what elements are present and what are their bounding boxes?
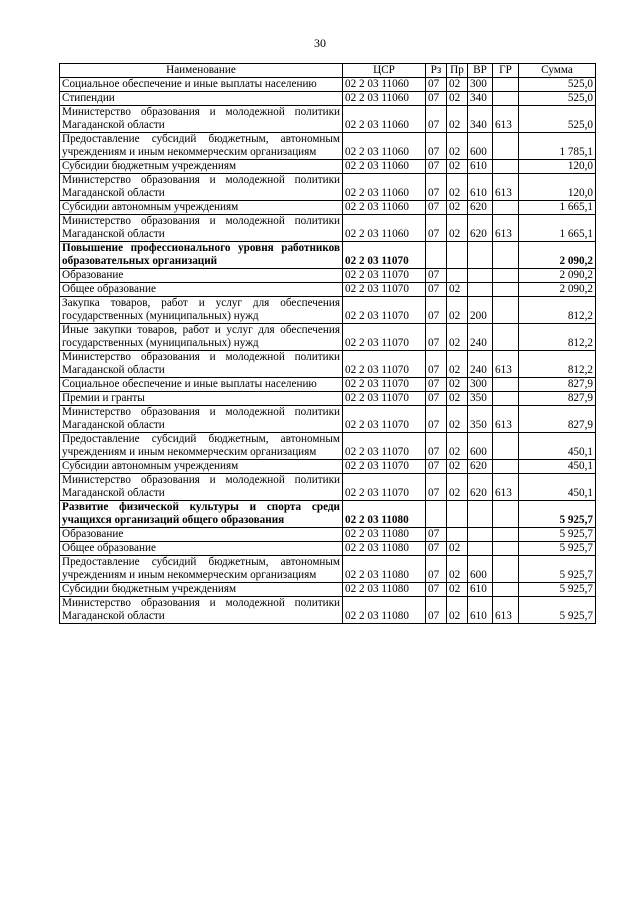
table-row bbox=[60, 378, 596, 392]
cell-sum: 5 925,7 bbox=[519, 556, 596, 583]
cell-name: Общее образование bbox=[60, 283, 343, 297]
cell-vr: 340 bbox=[468, 106, 493, 133]
cell-csr: 02 2 03 11070 bbox=[343, 378, 426, 392]
cell-name: Премии и гранты bbox=[60, 392, 343, 406]
cell-csr: 02 2 03 11060 bbox=[343, 92, 426, 106]
table-header-row bbox=[60, 64, 596, 78]
cell-sum: 450,1 bbox=[519, 474, 596, 501]
cell-vr bbox=[468, 283, 493, 297]
cell-name: Образование bbox=[60, 269, 343, 283]
cell-pr: 02 bbox=[447, 215, 468, 242]
header-name: Наименование bbox=[60, 64, 343, 78]
cell-vr: 600 bbox=[468, 133, 493, 160]
cell-csr: 02 2 03 11070 bbox=[343, 324, 426, 351]
cell-name: Иные закупки товаров, работ и услуг для обеспечения государственных (муниципальных) нужд bbox=[60, 324, 343, 351]
cell-sum: 5 925,7 bbox=[519, 583, 596, 597]
cell-vr: 620 bbox=[468, 460, 493, 474]
cell-pr bbox=[447, 242, 468, 269]
cell-rz: 07 bbox=[426, 378, 447, 392]
cell-pr: 02 bbox=[447, 133, 468, 160]
table-row bbox=[60, 92, 596, 106]
cell-pr: 02 bbox=[447, 106, 468, 133]
cell-name: Субсидии автономным учреждениям bbox=[60, 201, 343, 215]
table-row bbox=[60, 583, 596, 597]
cell-vr: 240 bbox=[468, 351, 493, 378]
table-row bbox=[60, 106, 596, 133]
cell-vr: 600 bbox=[468, 556, 493, 583]
table-row bbox=[60, 597, 596, 624]
cell-rz: 07 bbox=[426, 433, 447, 460]
budget-table bbox=[59, 63, 596, 624]
cell-rz: 07 bbox=[426, 92, 447, 106]
cell-gr: 613 bbox=[493, 106, 519, 133]
cell-gr bbox=[493, 283, 519, 297]
table-row bbox=[60, 201, 596, 215]
cell-rz: 07 bbox=[426, 597, 447, 624]
cell-name: Предоставление субсидий бюджетным, автономным учреждениям и иным некоммерческим организациям bbox=[60, 433, 343, 460]
cell-sum: 120,0 bbox=[519, 174, 596, 201]
cell-vr: 200 bbox=[468, 297, 493, 324]
cell-sum: 450,1 bbox=[519, 433, 596, 460]
cell-vr: 610 bbox=[468, 160, 493, 174]
cell-name: Повышение профессионального уровня работников образовательных организаций bbox=[60, 242, 343, 269]
cell-rz bbox=[426, 242, 447, 269]
cell-rz: 07 bbox=[426, 160, 447, 174]
header-rz: Рз bbox=[426, 64, 447, 78]
cell-pr bbox=[447, 269, 468, 283]
cell-csr: 02 2 03 11060 bbox=[343, 215, 426, 242]
header-csr: ЦСР bbox=[343, 64, 426, 78]
cell-csr: 02 2 03 11060 bbox=[343, 160, 426, 174]
header-vr: ВР bbox=[468, 64, 493, 78]
cell-pr: 02 bbox=[447, 597, 468, 624]
cell-gr bbox=[493, 160, 519, 174]
cell-gr bbox=[493, 460, 519, 474]
cell-vr: 350 bbox=[468, 406, 493, 433]
cell-vr bbox=[468, 542, 493, 556]
cell-gr bbox=[493, 242, 519, 269]
cell-gr bbox=[493, 133, 519, 160]
cell-rz: 07 bbox=[426, 78, 447, 92]
cell-pr: 02 bbox=[447, 78, 468, 92]
cell-name: Предоставление субсидий бюджетным, автономным учреждениям и иным некоммерческим организациям bbox=[60, 133, 343, 160]
cell-pr: 02 bbox=[447, 378, 468, 392]
cell-csr: 02 2 03 11080 bbox=[343, 501, 426, 528]
cell-rz: 07 bbox=[426, 583, 447, 597]
cell-sum: 2 090,2 bbox=[519, 283, 596, 297]
cell-csr: 02 2 03 11080 bbox=[343, 542, 426, 556]
cell-vr: 240 bbox=[468, 324, 493, 351]
cell-rz: 07 bbox=[426, 528, 447, 542]
cell-pr: 02 bbox=[447, 283, 468, 297]
table-row bbox=[60, 283, 596, 297]
cell-gr bbox=[493, 92, 519, 106]
table-row bbox=[60, 242, 596, 269]
cell-rz: 07 bbox=[426, 133, 447, 160]
cell-rz: 07 bbox=[426, 201, 447, 215]
cell-rz: 07 bbox=[426, 392, 447, 406]
table-row bbox=[60, 269, 596, 283]
table-row bbox=[60, 433, 596, 460]
cell-pr: 02 bbox=[447, 160, 468, 174]
cell-name: Министерство образования и молодежной политики Магаданской области bbox=[60, 406, 343, 433]
cell-sum: 525,0 bbox=[519, 106, 596, 133]
cell-vr bbox=[468, 501, 493, 528]
cell-gr: 613 bbox=[493, 174, 519, 201]
cell-csr: 02 2 03 11060 bbox=[343, 201, 426, 215]
cell-vr bbox=[468, 269, 493, 283]
cell-rz: 07 bbox=[426, 474, 447, 501]
table-row bbox=[60, 528, 596, 542]
cell-pr: 02 bbox=[447, 556, 468, 583]
cell-gr bbox=[493, 78, 519, 92]
cell-csr: 02 2 03 11080 bbox=[343, 597, 426, 624]
cell-gr: 613 bbox=[493, 474, 519, 501]
table-row bbox=[60, 501, 596, 528]
cell-sum: 1 665,1 bbox=[519, 215, 596, 242]
cell-gr bbox=[493, 269, 519, 283]
cell-name: Образование bbox=[60, 528, 343, 542]
cell-name: Министерство образования и молодежной политики Магаданской области bbox=[60, 474, 343, 501]
cell-vr bbox=[468, 242, 493, 269]
table-row bbox=[60, 556, 596, 583]
cell-rz: 07 bbox=[426, 556, 447, 583]
cell-sum: 1 665,1 bbox=[519, 201, 596, 215]
cell-pr: 02 bbox=[447, 201, 468, 215]
cell-sum: 2 090,2 bbox=[519, 242, 596, 269]
cell-sum: 5 925,7 bbox=[519, 528, 596, 542]
cell-name: Социальное обеспечение и иные выплаты населению bbox=[60, 78, 343, 92]
cell-sum: 5 925,7 bbox=[519, 501, 596, 528]
cell-pr: 02 bbox=[447, 406, 468, 433]
header-gr: ГР bbox=[493, 64, 519, 78]
table-row bbox=[60, 406, 596, 433]
cell-csr: 02 2 03 11060 bbox=[343, 106, 426, 133]
cell-sum: 827,9 bbox=[519, 392, 596, 406]
cell-gr bbox=[493, 324, 519, 351]
cell-name: Министерство образования и молодежной политики Магаданской области bbox=[60, 215, 343, 242]
cell-csr: 02 2 03 11070 bbox=[343, 269, 426, 283]
cell-name: Социальное обеспечение и иные выплаты населению bbox=[60, 378, 343, 392]
cell-sum: 120,0 bbox=[519, 160, 596, 174]
cell-sum: 827,9 bbox=[519, 378, 596, 392]
cell-csr: 02 2 03 11070 bbox=[343, 474, 426, 501]
cell-gr bbox=[493, 378, 519, 392]
cell-vr: 610 bbox=[468, 583, 493, 597]
cell-name: Министерство образования и молодежной политики Магаданской области bbox=[60, 174, 343, 201]
cell-csr: 02 2 03 11080 bbox=[343, 556, 426, 583]
cell-pr: 02 bbox=[447, 392, 468, 406]
cell-vr: 620 bbox=[468, 474, 493, 501]
cell-csr: 02 2 03 11060 bbox=[343, 78, 426, 92]
table-row bbox=[60, 324, 596, 351]
cell-sum: 2 090,2 bbox=[519, 269, 596, 283]
cell-vr: 300 bbox=[468, 378, 493, 392]
cell-sum: 5 925,7 bbox=[519, 597, 596, 624]
cell-name: Развитие физической культуры и спорта среди учащихся организаций общего образования bbox=[60, 501, 343, 528]
cell-gr bbox=[493, 392, 519, 406]
cell-vr: 610 bbox=[468, 597, 493, 624]
cell-rz bbox=[426, 501, 447, 528]
cell-csr: 02 2 03 11070 bbox=[343, 283, 426, 297]
cell-name: Закупка товаров, работ и услуг для обеспечения государственных (муниципальных) нужд bbox=[60, 297, 343, 324]
table-row bbox=[60, 133, 596, 160]
cell-rz: 07 bbox=[426, 269, 447, 283]
cell-vr: 300 bbox=[468, 78, 493, 92]
cell-gr bbox=[493, 528, 519, 542]
cell-vr: 340 bbox=[468, 92, 493, 106]
cell-csr: 02 2 03 11070 bbox=[343, 297, 426, 324]
cell-vr: 620 bbox=[468, 215, 493, 242]
table-row bbox=[60, 392, 596, 406]
cell-csr: 02 2 03 11060 bbox=[343, 174, 426, 201]
table-row bbox=[60, 297, 596, 324]
cell-pr bbox=[447, 501, 468, 528]
cell-vr: 620 bbox=[468, 201, 493, 215]
cell-gr: 613 bbox=[493, 351, 519, 378]
cell-pr: 02 bbox=[447, 92, 468, 106]
cell-gr: 613 bbox=[493, 215, 519, 242]
table-row bbox=[60, 174, 596, 201]
cell-vr: 350 bbox=[468, 392, 493, 406]
cell-gr bbox=[493, 297, 519, 324]
cell-rz: 07 bbox=[426, 174, 447, 201]
table-row bbox=[60, 160, 596, 174]
cell-name: Субсидии бюджетным учреждениям bbox=[60, 583, 343, 597]
cell-sum: 525,0 bbox=[519, 92, 596, 106]
cell-csr: 02 2 03 11080 bbox=[343, 583, 426, 597]
header-sum: Сумма bbox=[519, 64, 596, 78]
cell-rz: 07 bbox=[426, 106, 447, 133]
cell-vr: 610 bbox=[468, 174, 493, 201]
cell-sum: 812,2 bbox=[519, 351, 596, 378]
cell-pr: 02 bbox=[447, 474, 468, 501]
cell-pr: 02 bbox=[447, 460, 468, 474]
cell-gr bbox=[493, 501, 519, 528]
cell-gr bbox=[493, 583, 519, 597]
cell-gr bbox=[493, 201, 519, 215]
cell-rz: 07 bbox=[426, 406, 447, 433]
table-row bbox=[60, 78, 596, 92]
cell-name: Субсидии бюджетным учреждениям bbox=[60, 160, 343, 174]
cell-csr: 02 2 03 11070 bbox=[343, 406, 426, 433]
cell-gr: 613 bbox=[493, 597, 519, 624]
cell-gr bbox=[493, 433, 519, 460]
cell-name: Субсидии автономным учреждениям bbox=[60, 460, 343, 474]
cell-rz: 07 bbox=[426, 542, 447, 556]
cell-rz: 07 bbox=[426, 324, 447, 351]
cell-rz: 07 bbox=[426, 460, 447, 474]
cell-pr: 02 bbox=[447, 351, 468, 378]
cell-pr: 02 bbox=[447, 174, 468, 201]
cell-pr: 02 bbox=[447, 542, 468, 556]
cell-csr: 02 2 03 11070 bbox=[343, 460, 426, 474]
cell-vr bbox=[468, 528, 493, 542]
cell-name: Министерство образования и молодежной политики Магаданской области bbox=[60, 106, 343, 133]
cell-sum: 525,0 bbox=[519, 78, 596, 92]
cell-pr: 02 bbox=[447, 433, 468, 460]
page-number: 30 bbox=[314, 36, 326, 50]
cell-csr: 02 2 03 11070 bbox=[343, 242, 426, 269]
cell-csr: 02 2 03 11070 bbox=[343, 433, 426, 460]
cell-sum: 1 785,1 bbox=[519, 133, 596, 160]
cell-gr: 613 bbox=[493, 406, 519, 433]
cell-sum: 827,9 bbox=[519, 406, 596, 433]
cell-sum: 450,1 bbox=[519, 460, 596, 474]
cell-pr: 02 bbox=[447, 324, 468, 351]
cell-rz: 07 bbox=[426, 215, 447, 242]
cell-rz: 07 bbox=[426, 297, 447, 324]
table-body bbox=[60, 78, 596, 624]
cell-gr bbox=[493, 542, 519, 556]
cell-vr: 600 bbox=[468, 433, 493, 460]
cell-name: Министерство образования и молодежной политики Магаданской области bbox=[60, 597, 343, 624]
cell-gr bbox=[493, 556, 519, 583]
table-row bbox=[60, 474, 596, 501]
cell-sum: 5 925,7 bbox=[519, 542, 596, 556]
cell-pr: 02 bbox=[447, 297, 468, 324]
cell-sum: 812,2 bbox=[519, 297, 596, 324]
cell-name: Министерство образования и молодежной политики Магаданской области bbox=[60, 351, 343, 378]
table-row bbox=[60, 215, 596, 242]
cell-csr: 02 2 03 11080 bbox=[343, 528, 426, 542]
header-pr: Пр bbox=[447, 64, 468, 78]
cell-name: Предоставление субсидий бюджетным, автономным учреждениям и иным некоммерческим организациям bbox=[60, 556, 343, 583]
cell-csr: 02 2 03 11070 bbox=[343, 351, 426, 378]
cell-pr: 02 bbox=[447, 583, 468, 597]
cell-rz: 07 bbox=[426, 283, 447, 297]
cell-rz: 07 bbox=[426, 351, 447, 378]
cell-name: Стипендии bbox=[60, 92, 343, 106]
table-row bbox=[60, 542, 596, 556]
cell-csr: 02 2 03 11060 bbox=[343, 133, 426, 160]
cell-sum: 812,2 bbox=[519, 324, 596, 351]
table-row bbox=[60, 460, 596, 474]
cell-name: Общее образование bbox=[60, 542, 343, 556]
table-row bbox=[60, 351, 596, 378]
cell-csr: 02 2 03 11070 bbox=[343, 392, 426, 406]
cell-pr bbox=[447, 528, 468, 542]
